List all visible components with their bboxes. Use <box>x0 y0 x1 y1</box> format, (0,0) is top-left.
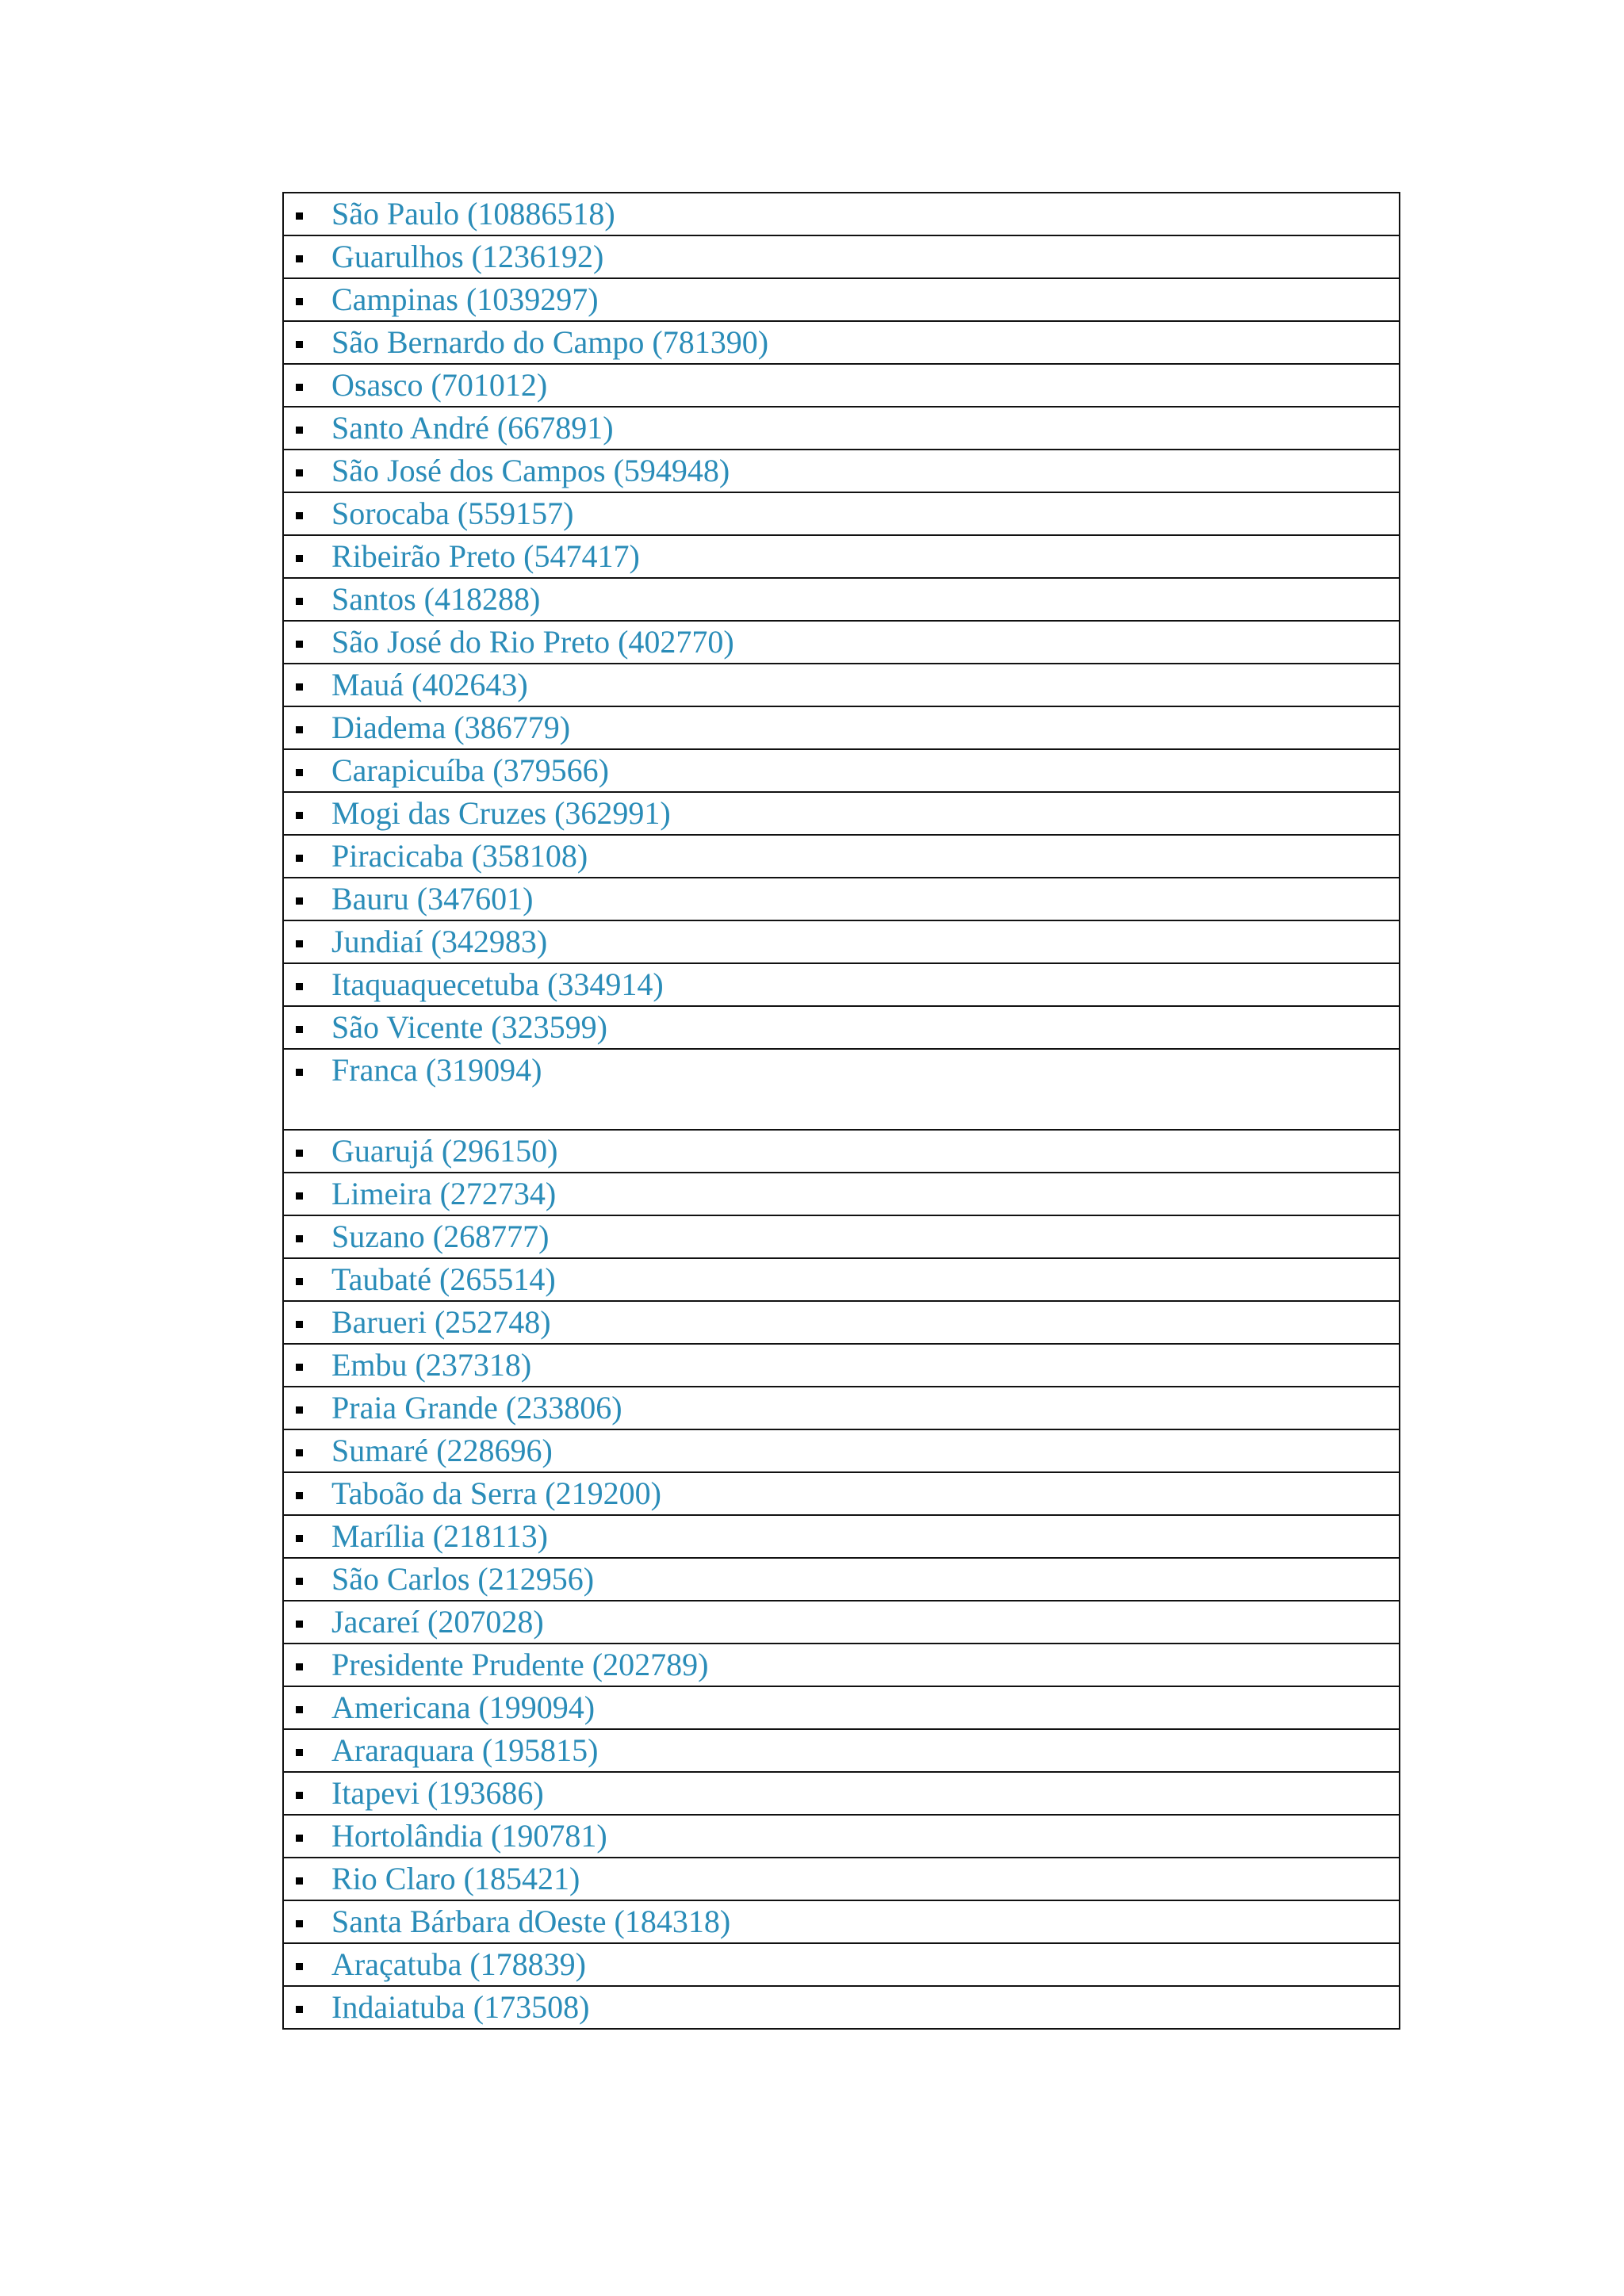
table-row <box>283 835 1400 878</box>
city-link[interactable]: Campinas (1039297) <box>331 281 599 317</box>
city-link[interactable]: Presidente Prudente (202789) <box>331 1647 709 1682</box>
table-cell <box>283 364 1400 407</box>
table-row <box>283 1986 1400 2029</box>
list-item <box>284 365 1399 406</box>
square-bullet-icon <box>296 1406 303 1414</box>
table-cell <box>283 1258 1400 1301</box>
city-link[interactable]: Barueri (252748) <box>331 1304 551 1340</box>
table-cell <box>283 621 1400 664</box>
table-row <box>283 321 1400 364</box>
table-row <box>283 1644 1400 1686</box>
city-link[interactable]: Taubaté (265514) <box>331 1261 556 1297</box>
table-row <box>283 749 1400 792</box>
city-link[interactable]: Franca (319094) <box>331 1052 542 1088</box>
list-item <box>284 836 1399 877</box>
square-bullet-icon <box>296 1026 303 1033</box>
table-row <box>283 792 1400 835</box>
table-row <box>283 535 1400 578</box>
table-cell <box>283 963 1400 1006</box>
table-row <box>283 492 1400 535</box>
square-bullet-icon <box>296 1877 303 1885</box>
city-link[interactable]: Mauá (402643) <box>331 667 528 702</box>
table-cell <box>283 1558 1400 1601</box>
table-row <box>283 1049 1400 1130</box>
table-cell <box>283 1387 1400 1429</box>
city-link[interactable]: São Paulo (10886518) <box>331 196 615 232</box>
square-bullet-icon <box>296 341 303 348</box>
city-link[interactable]: São Bernardo do Campo (781390) <box>331 324 769 360</box>
list-item <box>284 1601 1399 1643</box>
city-link[interactable]: Suzano (268777) <box>331 1219 550 1254</box>
table-cell <box>283 1173 1400 1215</box>
list-item <box>284 579 1399 620</box>
list-item <box>284 793 1399 834</box>
list-item <box>284 878 1399 920</box>
list-item <box>284 536 1399 577</box>
city-link[interactable]: Araraquara (195815) <box>331 1732 599 1768</box>
table-row <box>283 1686 1400 1729</box>
square-bullet-icon <box>296 641 303 648</box>
square-bullet-icon <box>296 897 303 905</box>
square-bullet-icon <box>296 1535 303 1542</box>
table-row <box>283 878 1400 920</box>
city-link[interactable]: Americana (199094) <box>331 1689 596 1725</box>
list-item <box>284 493 1399 534</box>
table-row <box>283 193 1400 235</box>
list-item <box>284 707 1399 748</box>
list-item <box>284 1302 1399 1343</box>
table-row <box>283 578 1400 621</box>
table-row <box>283 963 1400 1006</box>
table-row <box>283 1601 1400 1644</box>
city-link[interactable]: Jacareí (207028) <box>331 1604 544 1640</box>
city-link[interactable]: Itapevi (193686) <box>331 1775 544 1811</box>
city-link[interactable]: Diadema (386779) <box>331 710 571 745</box>
table-cell <box>283 1943 1400 1986</box>
table-row <box>283 1006 1400 1049</box>
table-cell <box>283 193 1400 235</box>
list-item <box>284 193 1399 235</box>
table-row <box>283 1215 1400 1258</box>
table-row <box>283 450 1400 492</box>
square-bullet-icon <box>296 255 303 262</box>
list-item <box>284 1773 1399 1814</box>
list-item <box>284 664 1399 706</box>
square-bullet-icon <box>296 683 303 691</box>
square-bullet-icon <box>296 1706 303 1713</box>
table-row <box>283 1729 1400 1772</box>
table-cell <box>283 321 1400 364</box>
city-link[interactable]: Araçatuba (178839) <box>331 1946 586 1982</box>
table-row <box>283 1858 1400 1900</box>
list-item <box>284 279 1399 320</box>
table-cell <box>283 920 1400 963</box>
list-item <box>284 1944 1399 1985</box>
table-cell <box>283 1049 1400 1130</box>
square-bullet-icon <box>296 384 303 391</box>
table-row <box>283 1429 1400 1472</box>
square-bullet-icon <box>296 769 303 776</box>
square-bullet-icon <box>296 1278 303 1285</box>
city-link[interactable]: Indaiatuba (173508) <box>331 1989 590 2025</box>
city-link[interactable]: Hortolândia (190781) <box>331 1818 607 1854</box>
square-bullet-icon <box>296 298 303 305</box>
city-link[interactable]: Santo André (667891) <box>331 410 614 446</box>
square-bullet-icon <box>296 1835 303 1842</box>
city-link[interactable]: Piracicaba (358108) <box>331 838 588 874</box>
table-row <box>283 920 1400 963</box>
square-bullet-icon <box>296 1963 303 1970</box>
table-cell <box>283 706 1400 749</box>
square-bullet-icon <box>296 1150 303 1157</box>
city-link[interactable]: Praia Grande (233806) <box>331 1390 622 1425</box>
square-bullet-icon <box>296 1578 303 1585</box>
table-cell <box>283 664 1400 706</box>
table-cell <box>283 1344 1400 1387</box>
city-link[interactable]: Guarulhos (1236192) <box>331 239 604 274</box>
table-row <box>283 407 1400 450</box>
square-bullet-icon <box>296 726 303 733</box>
city-link[interactable]: Bauru (347601) <box>331 881 534 916</box>
list-item <box>284 1816 1399 1857</box>
list-item <box>284 1687 1399 1728</box>
square-bullet-icon <box>296 2006 303 2013</box>
table-cell <box>283 1644 1400 1686</box>
city-link[interactable]: Itaquaquecetuba (334914) <box>331 966 664 1002</box>
table-row <box>283 1301 1400 1344</box>
list-item <box>284 1259 1399 1300</box>
table-row <box>283 235 1400 278</box>
table-cell <box>283 1429 1400 1472</box>
list-item <box>284 1387 1399 1429</box>
table-row <box>283 1258 1400 1301</box>
list-item <box>284 622 1399 663</box>
city-link[interactable]: Sumaré (228696) <box>331 1433 553 1468</box>
table-cell <box>283 492 1400 535</box>
square-bullet-icon <box>296 1449 303 1456</box>
square-bullet-icon <box>296 1235 303 1242</box>
square-bullet-icon <box>296 812 303 819</box>
square-bullet-icon <box>296 1792 303 1799</box>
city-link[interactable]: Carapicuíba (379566) <box>331 752 609 788</box>
list-item <box>284 1430 1399 1471</box>
square-bullet-icon <box>296 983 303 990</box>
city-link[interactable]: Embu (237318) <box>331 1347 532 1383</box>
table-row <box>283 1900 1400 1943</box>
city-population-table <box>282 192 1400 2030</box>
table-row <box>283 1130 1400 1173</box>
city-link[interactable]: São José do Rio Preto (402770) <box>331 624 734 660</box>
table-row <box>283 621 1400 664</box>
list-item <box>284 1901 1399 1942</box>
table-row <box>283 1815 1400 1858</box>
city-link[interactable]: Guarujá (296150) <box>331 1133 558 1169</box>
list-item <box>284 1987 1399 2028</box>
list-item <box>284 1007 1399 1048</box>
table-cell <box>283 878 1400 920</box>
square-bullet-icon <box>296 427 303 434</box>
table-cell <box>283 235 1400 278</box>
square-bullet-icon <box>296 1749 303 1756</box>
table-row <box>283 664 1400 706</box>
table-cell <box>283 1729 1400 1772</box>
table-cell <box>283 535 1400 578</box>
list-item <box>284 750 1399 791</box>
table-row <box>283 1472 1400 1515</box>
list-item <box>284 1050 1399 1129</box>
table-cell <box>283 1772 1400 1815</box>
table-cell <box>283 1006 1400 1049</box>
table-row <box>283 1558 1400 1601</box>
square-bullet-icon <box>296 1364 303 1371</box>
table-row <box>283 1173 1400 1215</box>
table-row <box>283 1515 1400 1558</box>
table-cell <box>283 1215 1400 1258</box>
table-cell <box>283 1900 1400 1943</box>
city-link[interactable]: Santa Bárbara dOeste (184318) <box>331 1904 731 1939</box>
table-cell <box>283 1515 1400 1558</box>
city-link[interactable]: São Carlos (212956) <box>331 1561 595 1597</box>
list-item <box>284 1858 1399 1900</box>
table-cell <box>283 278 1400 321</box>
table-cell <box>283 792 1400 835</box>
city-link[interactable]: Sorocaba (559157) <box>331 496 574 531</box>
list-item <box>284 322 1399 363</box>
table-cell <box>283 1130 1400 1173</box>
table-cell <box>283 749 1400 792</box>
table-cell <box>283 1301 1400 1344</box>
table-cell <box>283 1472 1400 1515</box>
city-link[interactable]: Marília (218113) <box>331 1518 548 1554</box>
city-link[interactable]: Rio Claro (185421) <box>331 1861 580 1896</box>
city-link[interactable]: Ribeirão Preto (547417) <box>331 538 640 574</box>
list-item <box>284 964 1399 1005</box>
square-bullet-icon <box>296 1321 303 1328</box>
square-bullet-icon <box>296 1663 303 1670</box>
city-link[interactable]: São José dos Campos (594948) <box>331 453 730 488</box>
city-link[interactable]: Limeira (272734) <box>331 1176 557 1211</box>
list-item <box>284 1730 1399 1771</box>
table-row <box>283 706 1400 749</box>
city-link[interactable]: Santos (418288) <box>331 581 541 617</box>
list-item <box>284 1216 1399 1257</box>
square-bullet-icon <box>296 855 303 862</box>
city-link[interactable]: Taboão da Serra (219200) <box>331 1475 661 1511</box>
table-cell <box>283 450 1400 492</box>
city-link[interactable]: Jundiaí (342983) <box>331 924 548 959</box>
city-link[interactable]: Osasco (701012) <box>331 367 548 403</box>
table-cell <box>283 1815 1400 1858</box>
table-cell <box>283 835 1400 878</box>
table-row <box>283 278 1400 321</box>
list-item <box>284 1559 1399 1600</box>
square-bullet-icon <box>296 1920 303 1927</box>
square-bullet-icon <box>296 512 303 519</box>
city-link[interactable]: São Vicente (323599) <box>331 1009 607 1045</box>
list-item <box>284 1173 1399 1215</box>
table-cell <box>283 1601 1400 1644</box>
table-row <box>283 1943 1400 1986</box>
list-item <box>284 1644 1399 1686</box>
table-cell <box>283 1686 1400 1729</box>
square-bullet-icon <box>296 212 303 220</box>
square-bullet-icon <box>296 555 303 562</box>
list-item <box>284 450 1399 492</box>
table-row <box>283 364 1400 407</box>
square-bullet-icon <box>296 940 303 947</box>
list-item <box>284 1345 1399 1386</box>
square-bullet-icon <box>296 1492 303 1499</box>
city-link[interactable]: Mogi das Cruzes (362991) <box>331 795 671 831</box>
table-cell <box>283 407 1400 450</box>
list-item <box>284 236 1399 277</box>
city-list <box>283 193 1400 2029</box>
square-bullet-icon <box>296 1069 303 1076</box>
table-row <box>283 1344 1400 1387</box>
table-row <box>283 1387 1400 1429</box>
table-row <box>283 1772 1400 1815</box>
square-bullet-icon <box>296 598 303 605</box>
list-item <box>284 408 1399 449</box>
table-cell <box>283 1986 1400 2029</box>
list-item <box>284 1131 1399 1172</box>
table-cell <box>283 1858 1400 1900</box>
square-bullet-icon <box>296 1192 303 1200</box>
list-item <box>284 921 1399 962</box>
list-item <box>284 1473 1399 1514</box>
table-cell <box>283 578 1400 621</box>
square-bullet-icon <box>296 469 303 476</box>
square-bullet-icon <box>296 1621 303 1628</box>
list-item <box>284 1516 1399 1557</box>
